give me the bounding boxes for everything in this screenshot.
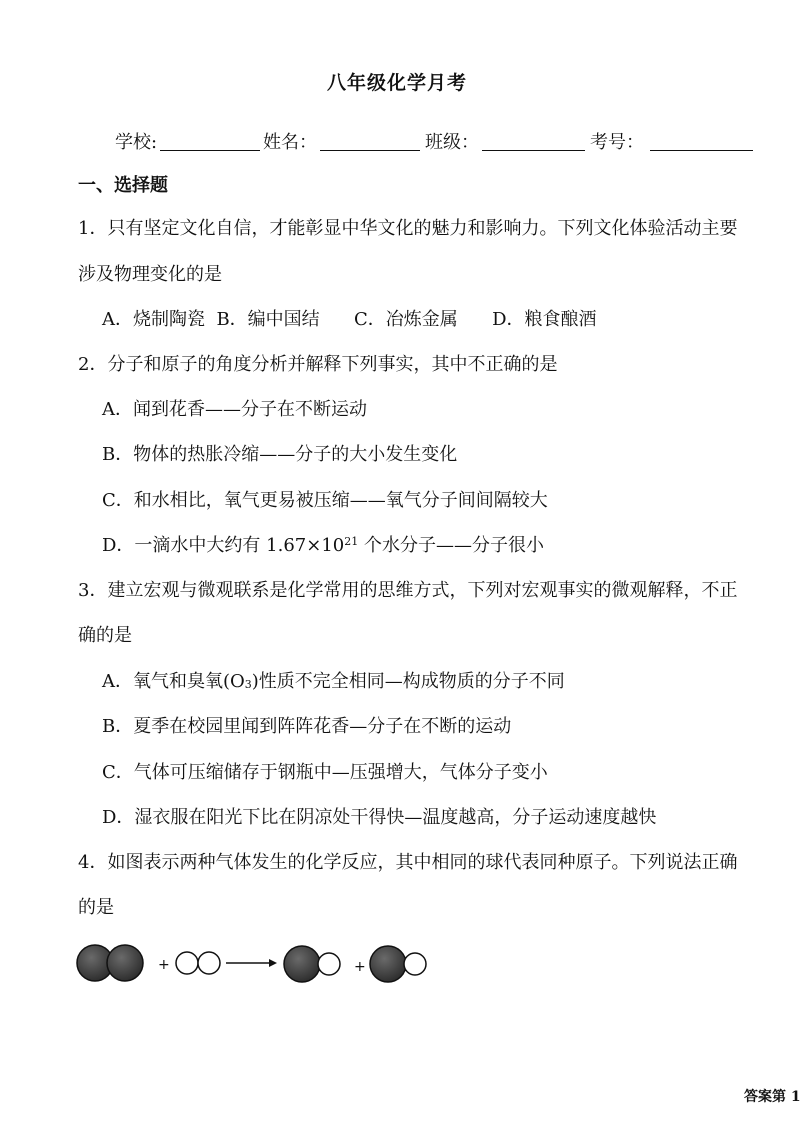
q3-option-c: C．气体可压缩储存于钢瓶中—压强增大，气体分子变小 bbox=[102, 762, 548, 783]
product-molecule-1 bbox=[284, 946, 340, 982]
reaction-arrow-icon bbox=[226, 959, 277, 967]
q3-a-text: A．氧气和臭氧(O bbox=[102, 671, 245, 692]
q2-option-c: C．和水相比，氧气更易被压缩——氧气分子间间隔较大 bbox=[102, 490, 548, 511]
school-label: 学校: bbox=[115, 132, 158, 153]
q2-stem: 2．分子和原子的角度分析并解释下列事实，其中不正确的是 bbox=[78, 354, 558, 375]
q2-option-b: B．物体的热胀冷缩——分子的大小发生变化 bbox=[102, 444, 458, 465]
q3-stem-line2: 确的是 bbox=[78, 625, 132, 646]
student-info-line bbox=[115, 128, 775, 158]
number-blank[interactable] bbox=[650, 150, 753, 151]
name-blank[interactable] bbox=[320, 150, 420, 151]
q2-d-exponent: 21 bbox=[344, 535, 359, 548]
reaction-diagram bbox=[74, 938, 444, 988]
q3-a-subscript: 3 bbox=[244, 678, 252, 691]
q1-stem-line1: 1．只有坚定文化自信，才能彰显中华文化的魅力和影响力。下列文化体验活动主要 bbox=[78, 218, 738, 239]
q3-a-text-end: )性质不完全相同—构成物质的分子不同 bbox=[251, 671, 565, 692]
class-label: 班级： bbox=[425, 132, 479, 153]
q2-d-text-end: 个水分子——分子很小 bbox=[358, 535, 544, 556]
q2-d-text: D．一滴水中大约有 1.67×10 bbox=[102, 535, 345, 556]
q1-stem-line2: 涉及物理变化的是 bbox=[78, 264, 222, 285]
q2-option-d bbox=[102, 534, 544, 558]
product-molecule-2 bbox=[370, 946, 426, 982]
plus-sign-1: + bbox=[158, 957, 170, 973]
white-diatomic-molecule bbox=[176, 952, 220, 974]
q1-options: A．烧制陶瓷 B．编中国结 C．冶炼金属 D．粮食酿酒 bbox=[102, 309, 597, 330]
class-blank[interactable] bbox=[482, 150, 585, 151]
q2-option-a: A．闻到花香——分子在不断运动 bbox=[102, 399, 367, 420]
dark-diatomic-molecule bbox=[77, 945, 143, 981]
page-footer: 答案第 1 bbox=[744, 1089, 801, 1105]
q3-option-d: D．湿衣服在阳光下比在阴凉处干得快—温度越高，分子运动速度越快 bbox=[102, 807, 657, 828]
page-title: 八年级化学月考 bbox=[326, 72, 467, 94]
q3-option-a bbox=[102, 670, 565, 694]
plus-sign-2: + bbox=[354, 959, 366, 975]
q3-stem-line1: 3．建立宏观与微观联系是化学常用的思维方式，下列对宏观事实的微观解释，不正 bbox=[78, 580, 738, 601]
number-label: 考号： bbox=[590, 132, 644, 153]
section-heading: 一、选择题 bbox=[78, 175, 168, 196]
name-label: 姓名： bbox=[263, 132, 317, 153]
q3-option-b: B．夏季在校园里闻到阵阵花香—分子在不断的运动 bbox=[102, 716, 512, 737]
q4-stem-line2: 的是 bbox=[78, 897, 114, 918]
q4-stem-line1: 4．如图表示两种气体发生的化学反应，其中相同的球代表同种原子。下列说法正确 bbox=[78, 852, 738, 873]
school-blank[interactable] bbox=[160, 150, 260, 151]
